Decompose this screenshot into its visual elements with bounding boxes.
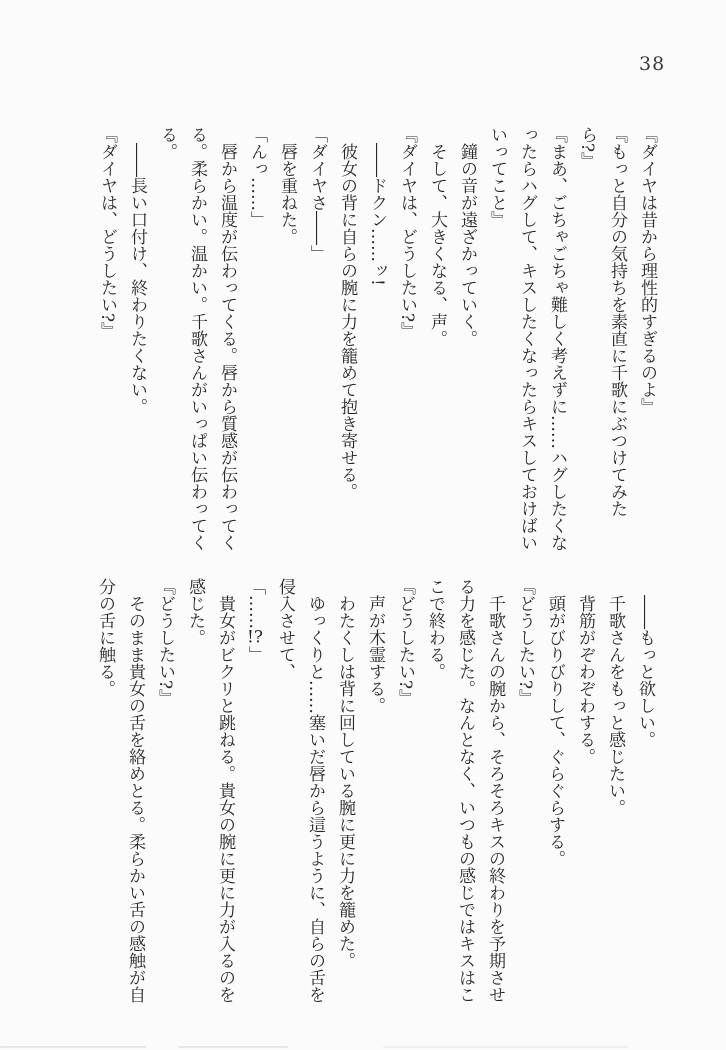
text-line: 『どうしたい?』: [515, 578, 535, 707]
text-line: る。: [157, 126, 177, 160]
text-line: 唇を重ねた。: [277, 143, 297, 245]
text-line: そして、大きくなる、声。: [427, 143, 447, 347]
tatechuyoko-text: !?: [247, 629, 263, 646]
text-line: 貴女がビクリと跳ねる。貴女の腕に更に力が入るのを: [215, 595, 235, 1003]
text-line: 声が木霊する。: [365, 595, 385, 714]
text-line: 『ダイヤは、どうしたい?』: [397, 126, 417, 340]
text-line: ったらハグして、キスしたくなったらキスしておけばい: [517, 126, 537, 551]
text-line: ――長い口付け、終わりたくない。: [127, 143, 147, 415]
text-line: ――もっと欲しい。: [635, 595, 655, 748]
text-line: 「……!?」: [245, 578, 265, 663]
text-line: 「ダイヤさ――」: [307, 126, 327, 262]
text-line: ――ドクン……ッ!: [367, 143, 387, 286]
text-line: 千歌さんの腕から、そろそろキスの終わりを予期させ: [485, 595, 505, 1003]
text-line: 彼女の背に自らの腕に力を籠めて抱き寄せる。: [337, 143, 357, 500]
text-line: こで終わる。: [425, 578, 445, 680]
text-line: 『ダイヤは昔から理性的すぎるのよ』: [637, 126, 657, 415]
scan-edge-artifact: [0, 1046, 146, 1048]
text-line: ゆっくりと……塞いだ唇から這うように、自らの舌を: [305, 595, 325, 1003]
text-line: る。柔らかい。温かい。千歌さんがいっぱい伝わってく: [187, 126, 207, 551]
text-line: 頭がびりびりして、ぐらぐらする。: [545, 595, 565, 867]
text-line: 感じた。: [185, 578, 205, 646]
scan-edge-artifact: [178, 1046, 288, 1048]
lower-text-block: [90, 578, 660, 1003]
text-line: 千歌さんをもっと感じたい。: [605, 595, 625, 816]
text-line: 「んっ……」: [247, 126, 267, 228]
text-line: 『どうしたい?』: [155, 578, 175, 707]
text-line: わたくしは背に回している腕に更に力を籠めた。: [335, 595, 355, 969]
text-line: 『どうしたい?』: [395, 578, 415, 707]
text-line: いってこと』: [487, 126, 507, 228]
text-line: そのまま貴女の舌を絡めとる。柔らかい舌の感触が自: [125, 595, 145, 1003]
text-line: 背筋がぞわぞわする。: [575, 595, 595, 765]
text-line: 侵入させて、: [275, 578, 295, 680]
text-line: る力を感じた。なんとなく、いつもの感じではキスはこ: [455, 578, 475, 1003]
scan-edge-artifact: [383, 1046, 628, 1048]
page-number: 38: [639, 53, 666, 75]
text-line: 唇から温度が伝わってくる。唇から質感が伝わってく: [217, 143, 237, 551]
text-line: 分の舌に触る。: [95, 578, 115, 697]
text-line: 鐘の音が遠ざかっていく。: [457, 143, 477, 347]
text-line: 『もっと自分の気持ちを素直に千歌にぶつけてみた: [607, 126, 627, 517]
text-line: 『まあ、ごちゃごちゃ難しく考えずに……ハグしたくな: [547, 126, 567, 551]
upper-text-block: [92, 126, 662, 551]
text-line: 『ダイヤは、どうしたい?』: [97, 126, 117, 340]
text-line: ら?』: [577, 126, 597, 170]
